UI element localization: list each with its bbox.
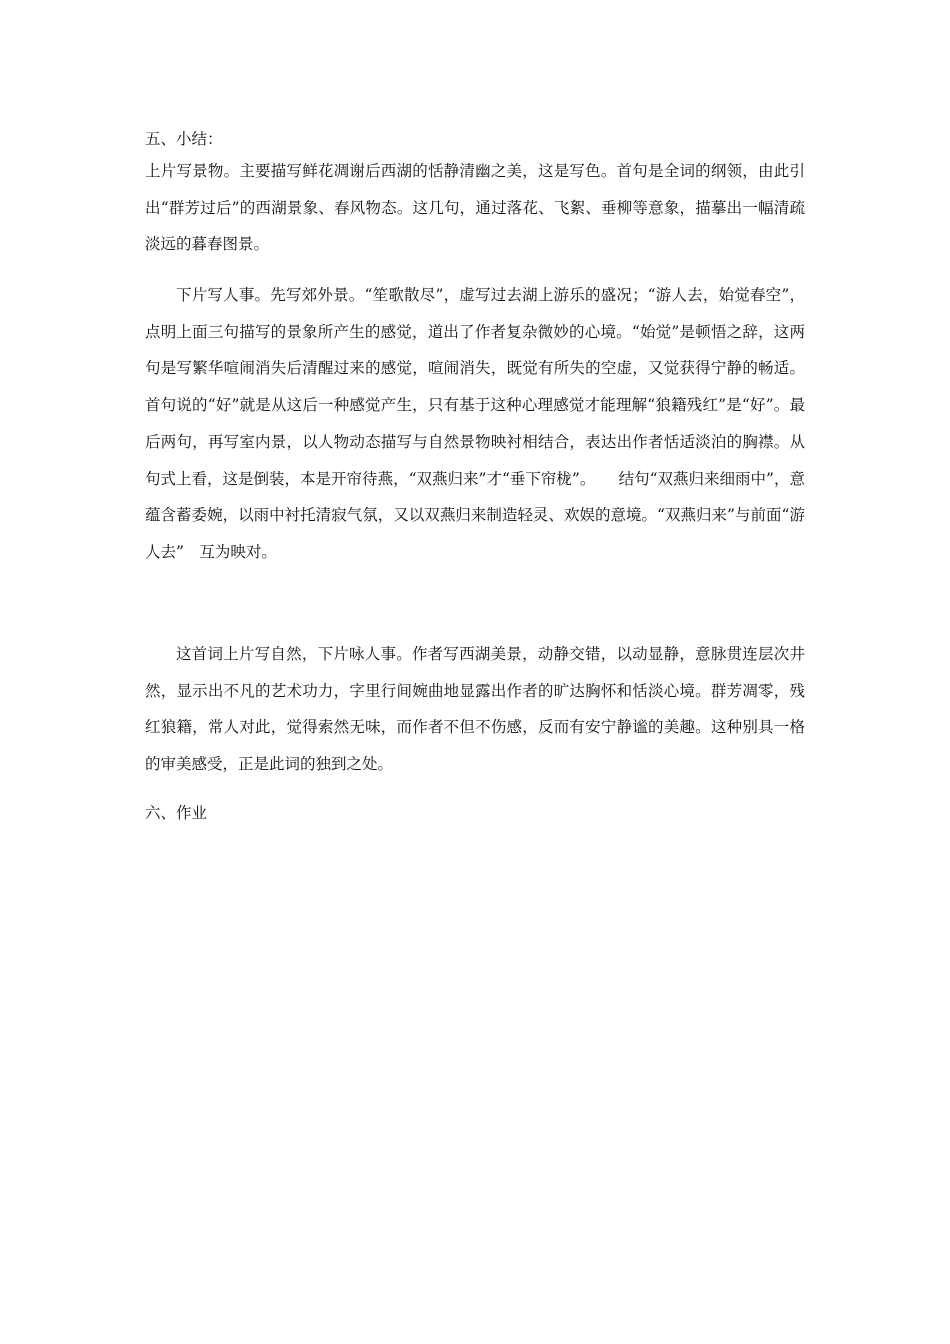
paragraph-conclusion: 这首词上片写自然，下片咏人事。作者写西湖美景，动静交错，以动显静，意脉贯连层次井然，显示出不凡的艺术功力，字里行间婉曲地显露出作者的旷达胸怀和恬淡心境。群芳凋零，残红狼籍，常人对此，觉得索然无味，而作者不但不伤感，反而有安宁静谧的美趣。这种别具一格的审美感受，正是此词的独到之处。 <box>145 645 805 774</box>
paragraph-lower-stanza: 下片写人事。先写郊外景。“笙歌散尽”，虚写过去湖上游乐的盛况；“游人去，始觉春空”，点明上面三句描写的景象所产生的感觉，道出了作者复杂微妙的心境。“始觉”是顿悟之辞，这两句是写繁华喧闹消失后清醒过来的感觉，喧闹消失，既觉有所失的空虚，又觉获得宁静的畅适。首句说的“好”就是从这后一种感觉产生，只有基于这种心理感觉才能理解“狼籍残红”是“好”。最后两句，再写室内景，以人物动态描写与自然景物映衬相结合，表达出作者恬适淡泊的胸襟。从句式上看，这是倒装，本是开帘待燕，“双燕归来”才“垂下帘栊”。 结句“双燕归来细雨中”，意蕴含蓄委婉，以雨中衬托清寂气氛，又以双燕归来制造轻灵、欢娱的意境。“双燕归来”与前面“游人去” 互为映对。 <box>145 286 805 561</box>
paragraph-upper-stanza: 上片写景物。主要描写鲜花凋谢后西湖的恬静清幽之美，这是写色。首句是全词的纲领，由此引出“群芳过后”的西湖景象、春风物态。这几句，通过落花、飞絮、垂柳等意象，描摹出一幅清疏淡远的暮春图景。 <box>145 162 805 254</box>
section-heading-homework: 六、作业 <box>145 804 208 822</box>
section-heading-summary: 五、小结： <box>145 130 223 148</box>
